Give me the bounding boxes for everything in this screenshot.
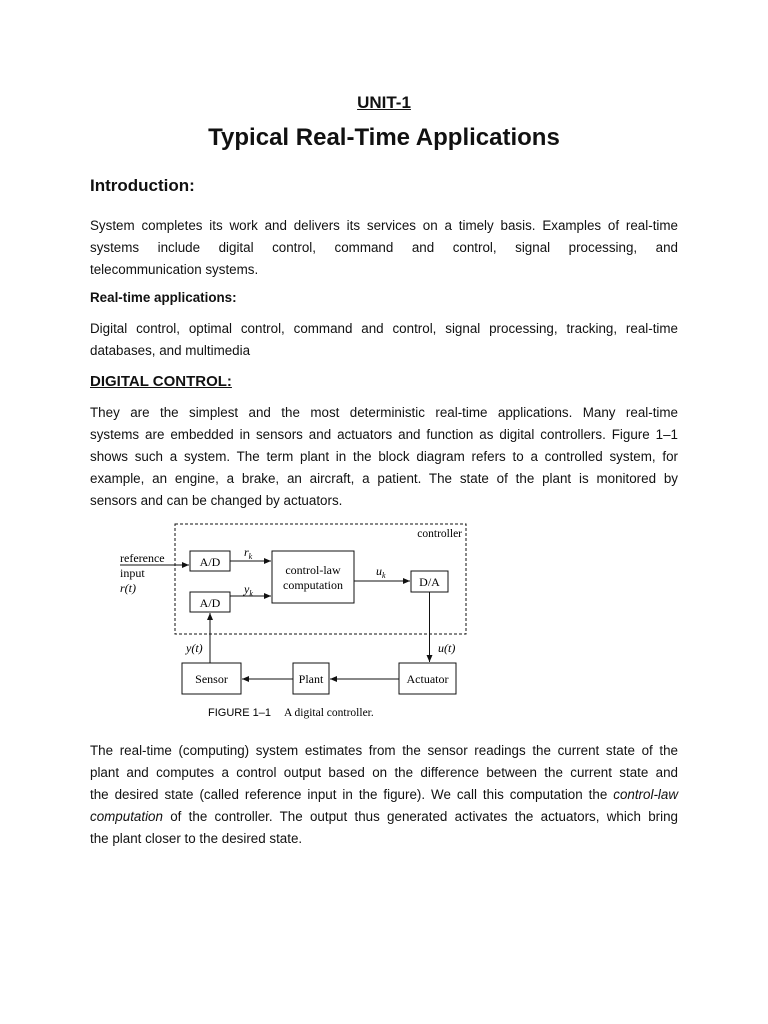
yk-label: $y_k$ <box>244 582 253 598</box>
emphasis-text: computation <box>90 809 163 824</box>
ad-bottom-label: A/D <box>199 596 221 610</box>
computation-label: computation <box>283 578 343 592</box>
text-line: systems are embedded in sensors and actuators and function as digital controllers. Figure 1–1 <box>90 427 678 442</box>
text-line: plant and computes a control output based on the difference between the current state and <box>90 765 678 780</box>
text-line: They are the simplest and the most deterministic real-time applications. Many real-time <box>90 405 678 420</box>
figure-caption-text: A digital controller. <box>284 707 374 719</box>
text-line: sensors and can be changed by actuators. <box>90 493 343 508</box>
control-law-label: control-law <box>285 563 341 577</box>
uk-label: $u_k$ <box>376 564 386 580</box>
block-diagram <box>118 518 478 728</box>
text-line: the desired state (called reference input in the figure). We call this computation the control-law <box>90 787 678 802</box>
text-line: The real-time (computing) system estimates from the sensor readings the current state of the <box>90 743 678 758</box>
closing-paragraph <box>90 740 678 850</box>
text-line: example, an engine, a brake, an aircraft, a patient. The state of the plant is monitored by <box>90 471 678 486</box>
text-line: computation of the controller. The output thus generated activates the actuators, which bring <box>90 809 678 824</box>
realtime-applications-heading: Real-time applications: <box>90 290 237 305</box>
plant-label: Plant <box>298 672 324 686</box>
rt-label: r(t) <box>120 581 136 595</box>
actuator-label: Actuator <box>406 672 449 686</box>
ad-top-label: A/D <box>199 555 221 569</box>
page-title: Typical Real-Time Applications <box>208 124 560 151</box>
sensor-label: Sensor <box>195 672 228 686</box>
input-label: input <box>120 566 145 580</box>
digital-controller-figure <box>118 518 478 728</box>
control-law-box <box>272 551 354 603</box>
text-line: databases, and multimedia <box>90 343 251 358</box>
digital-control-heading: DIGITAL CONTROL: <box>90 373 232 390</box>
text-line: the plant closer to the desired state. <box>90 831 303 846</box>
figure-caption-number: FIGURE 1–1 <box>208 707 271 719</box>
da-label: D/A <box>419 575 440 589</box>
yt-label: y(t) <box>186 641 203 655</box>
text-line: systems include digital control, command and control, signal processing, and <box>90 240 678 255</box>
unit-label: UNIT-1 <box>357 93 411 112</box>
rk-label: $r_k$ <box>244 545 253 561</box>
emphasis-text: control-law <box>613 787 678 802</box>
text-line: Digital control, optimal control, command and control, signal processing, tracking, real-time <box>90 321 678 336</box>
ut-label: u(t) <box>438 641 456 655</box>
text-line: System completes its work and delivers its services on a timely basis. Examples of real-time <box>90 218 678 233</box>
text-line: shows such a system. The term plant in the block diagram refers to a controlled system, for <box>90 449 678 464</box>
realtime-applications-paragraph <box>90 318 678 362</box>
digital-control-paragraph <box>90 402 678 512</box>
controller-label: controller <box>417 528 462 540</box>
introduction-paragraph <box>90 215 678 281</box>
introduction-heading: Introduction: <box>90 176 195 195</box>
text-line: telecommunication systems. <box>90 262 259 277</box>
reference-label: reference <box>120 551 165 565</box>
